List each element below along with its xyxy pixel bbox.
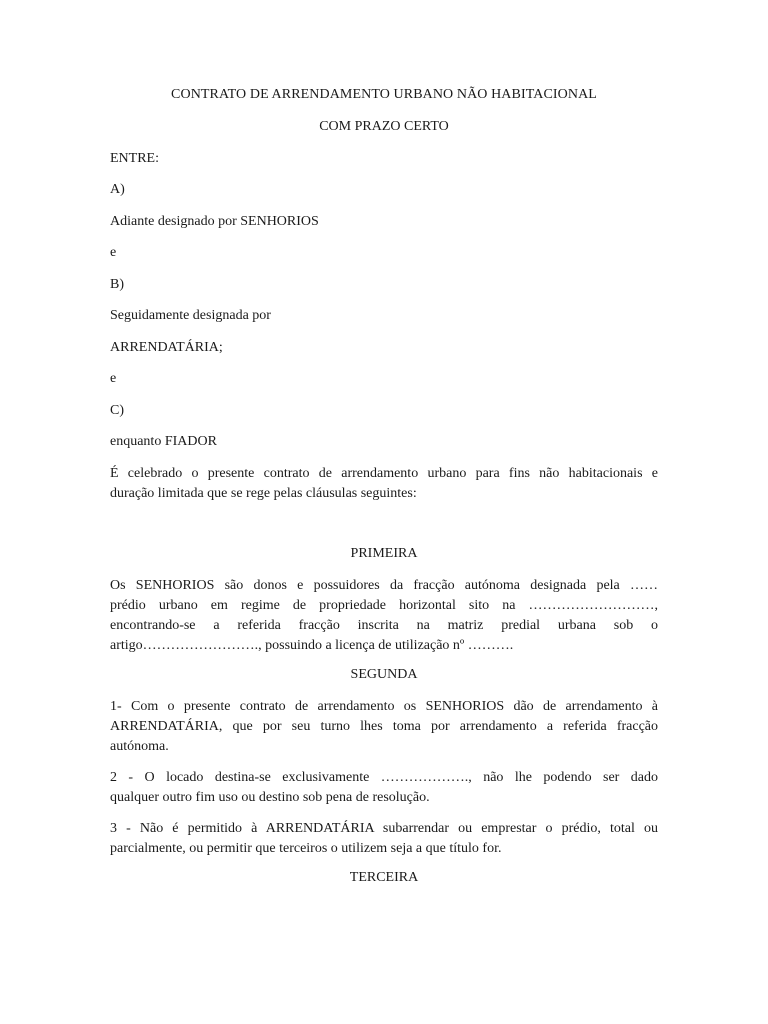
entre-label: ENTRE: <box>110 151 159 166</box>
party-b-description: Seguidamente designada por <box>110 308 271 323</box>
conjunction-e-2: e <box>110 371 117 386</box>
party-b-label: B) <box>110 277 124 292</box>
segunda-p3-line-2: parcialmente, ou permitir que terceiros o utilizem seja a que título for. <box>110 841 502 856</box>
primeira-line-2: prédio urbano em regime de propriedade horizontal sito na ………………………, <box>110 598 658 613</box>
clause-terceira-heading: TERCEIRA <box>349 870 419 885</box>
party-c-description: enquanto FIADOR <box>110 434 217 449</box>
intro-line-2: duração limitada que se rege pelas cláusulas seguintes: <box>110 486 417 501</box>
primeira-line-3: encontrando-se a referida fracção inscrita na matriz predial urbana sob o <box>110 618 658 633</box>
segunda-p1-line-1: 1- Com o presente contrato de arrendamento os SENHORIOS dão de arrendamento à <box>110 699 658 714</box>
segunda-p2-line-2: qualquer outro fim uso ou destino sob pena de resolução. <box>110 790 430 805</box>
segunda-p2-line-1: 2 - O locado destina-se exclusivamente ………………., não lhe podendo ser dado <box>110 770 658 785</box>
segunda-p1-line-2: ARRENDATÁRIA, que por seu turno lhes toma por arrendamento a referida fracção <box>110 719 658 734</box>
conjunction-e-1: e <box>110 245 117 260</box>
party-c-label: C) <box>110 403 124 418</box>
primeira-line-1: Os SENHORIOS são donos e possuidores da fracção autónoma designada pela …… <box>110 578 658 593</box>
party-b-role: ARRENDATÁRIA; <box>110 340 223 355</box>
segunda-p3-line-1: 3 - Não é permitido à ARRENDATÁRIA subarrendar ou emprestar o prédio, total ou <box>110 821 658 836</box>
party-a-label: A) <box>110 182 125 197</box>
clause-primeira-heading: PRIMEIRA <box>350 546 418 561</box>
clause-segunda-heading: SEGUNDA <box>350 667 418 682</box>
primeira-line-4: artigo……………………., possuindo a licença de utilização nº ………. <box>110 638 514 653</box>
segunda-p1-line-3: autónoma. <box>110 739 169 754</box>
party-a-description: Adiante designado por SENHORIOS <box>110 214 319 229</box>
contract-subtitle: COM PRAZO CERTO <box>319 119 449 134</box>
intro-line-1: É celebrado o presente contrato de arrendamento urbano para fins não habitacionais e <box>110 466 658 481</box>
contract-title: CONTRATO DE ARRENDAMENTO URBANO NÃO HABITACIONAL <box>171 87 597 102</box>
